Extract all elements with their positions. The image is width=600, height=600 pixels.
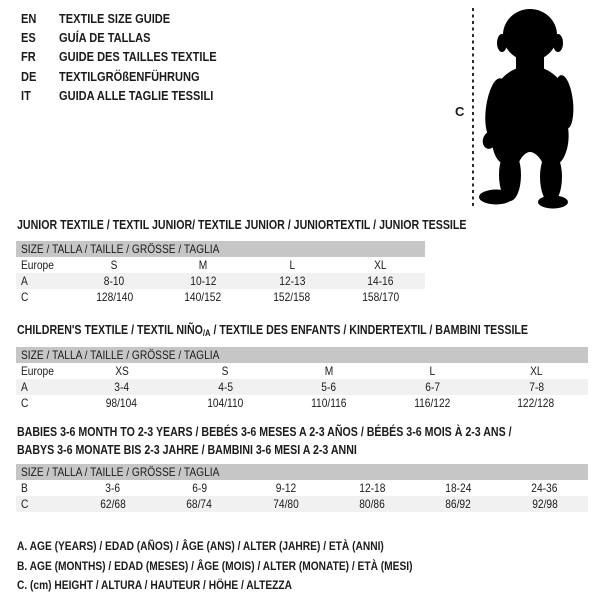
size-cell: M [324, 364, 334, 378]
language-item [21, 9, 244, 28]
size-cell: XL [374, 258, 387, 272]
table-row [16, 257, 425, 273]
size-cell: 86/92 [445, 497, 472, 511]
table-body [16, 480, 588, 512]
size-cell: 98/104 [106, 396, 138, 410]
figure [450, 5, 580, 210]
size-cell: 7-8 [528, 380, 544, 394]
language-code: FR [21, 49, 36, 65]
size-cell: 12-13 [278, 274, 305, 288]
size-cell: 3-6 [105, 481, 121, 495]
junior-table-section [16, 241, 425, 305]
language-item [21, 86, 244, 105]
table-row [16, 480, 588, 496]
table-row [16, 379, 588, 395]
size-cell: 10-12 [190, 274, 217, 288]
table-row [16, 273, 425, 289]
toddler-silhouette [479, 9, 576, 209]
size-cell: M [198, 258, 208, 272]
table-row [16, 496, 588, 512]
table-body [16, 257, 425, 305]
size-cell: 122/128 [517, 396, 555, 410]
size-cell: 14-16 [367, 274, 394, 288]
legend-notes [17, 537, 482, 596]
table-row [16, 289, 425, 305]
row-label: A [21, 380, 28, 394]
table-title-line: BABYS 3-6 MONATE BIS 2-3 JAHRE / BAMBINI 3-6 MESI A 2-3 ANNI [17, 443, 357, 457]
size-cell: 6-7 [425, 380, 440, 394]
size-cell: 74/80 [273, 497, 299, 511]
height-measure-label: C [455, 104, 465, 119]
language-item [21, 67, 244, 86]
size-cell: 5-6 [321, 380, 337, 394]
table-size-header: SIZE / TALLA / TAILLE / GRÖSSE / TAGLIA [16, 347, 588, 363]
language-code: EN [21, 11, 37, 27]
row-label: A [21, 274, 28, 288]
language-title: GUIDE DES TAILLES TEXTILE [59, 49, 217, 65]
size-cell: 158/170 [362, 290, 400, 304]
babies-table-section [16, 464, 588, 512]
size-cell: 152/158 [273, 290, 311, 304]
language-list [21, 9, 244, 105]
size-cell: XL [529, 364, 543, 378]
table-title-line: CHILDREN'S TEXTILE / TEXTIL $NIÑO_{/A}$ / TEXTILE DES ENFANTS / KINDERTEXTIL / BAMBINI TESSILE [17, 323, 528, 338]
size-cell: 92/98 [532, 497, 558, 511]
legend-note: A. AGE (YEARS) / EDAD (AÑOS) / ÂGE (ANS) / ALTER (JAHRE) / ETÀ (ANNI) [17, 539, 384, 553]
size-cell: 110/116 [311, 396, 347, 410]
size-cell: 6-9 [192, 481, 207, 495]
size-cell: XS [114, 364, 129, 378]
table-title-line: JUNIOR TEXTILE / TEXTIL JUNIOR/ TEXTILE JUNIOR / JUNIORTEXTIL / JUNIOR TESSILE [17, 218, 467, 232]
row-label: B [21, 481, 28, 495]
size-cell: 4-5 [218, 380, 233, 394]
size-cell: 3-4 [114, 380, 130, 394]
row-label: Europe [21, 364, 54, 378]
language-item [21, 47, 244, 66]
size-cell: L [289, 258, 295, 272]
row-label: C [21, 497, 29, 511]
legend-note: C. (cm) HEIGHT / ALTURA / HAUTEUR / HÖHE / ALTEZZA [17, 578, 293, 592]
table-body [16, 363, 588, 411]
size-cell: 68/74 [186, 497, 213, 511]
size-cell: 128/140 [95, 290, 133, 304]
language-title: TEXTILE SIZE GUIDE [59, 11, 171, 27]
size-cell: 18-24 [445, 481, 472, 495]
size-cell: 104/110 [207, 396, 244, 410]
language-item [21, 28, 244, 47]
size-cell: 8-10 [104, 274, 125, 288]
language-title: TEXTILGRÖßENFÜHRUNG [59, 68, 200, 84]
babies-table-title [17, 423, 599, 459]
row-label: Europe [21, 258, 54, 272]
size-cell: 80/86 [359, 497, 385, 511]
row-label: C [21, 396, 29, 410]
language-code: IT [21, 87, 31, 103]
table-row [16, 363, 588, 379]
legend-note: B. AGE (MONTHS) / EDAD (MESES) / ÂGE (MOIS) / ALTER (MONATE) / ETÀ (MESI) [17, 558, 413, 573]
row-label: C [21, 290, 29, 304]
table-size-header: SIZE / TALLA / TAILLE / GRÖSSE / TAGLIA [16, 241, 425, 257]
size-cell: 12-18 [359, 481, 386, 495]
junior-table-title [17, 216, 546, 234]
size-cell: 9-12 [275, 481, 297, 495]
language-title: GUÍA DE TALLAS [59, 30, 151, 46]
table-title-line: BABIES 3-6 MONTH TO 2-3 YEARS / BEBÉS 3-6 MESES A 2-3 AÑOS / BÉBÉS 3-6 MOIS À 2-3 ANS / [17, 425, 512, 439]
language-code: DE [21, 68, 37, 84]
size-cell: 140/152 [184, 290, 222, 304]
size-cell: S [110, 258, 118, 272]
size-cell: 62/68 [100, 497, 126, 511]
table-size-header: SIZE / TALLA / TAILLE / GRÖSSE / TAGLIA [16, 464, 588, 480]
size-cell: L [429, 364, 436, 378]
table-row [16, 395, 588, 411]
size-cell: 24-36 [531, 481, 558, 495]
children-table-title [17, 321, 600, 342]
language-title: GUIDA ALLE TAGLIE TESSILI [59, 87, 214, 103]
language-code: ES [21, 30, 36, 46]
size-cell: S [221, 364, 229, 378]
size-cell: 116/122 [414, 396, 451, 410]
children-table-section [16, 347, 588, 411]
